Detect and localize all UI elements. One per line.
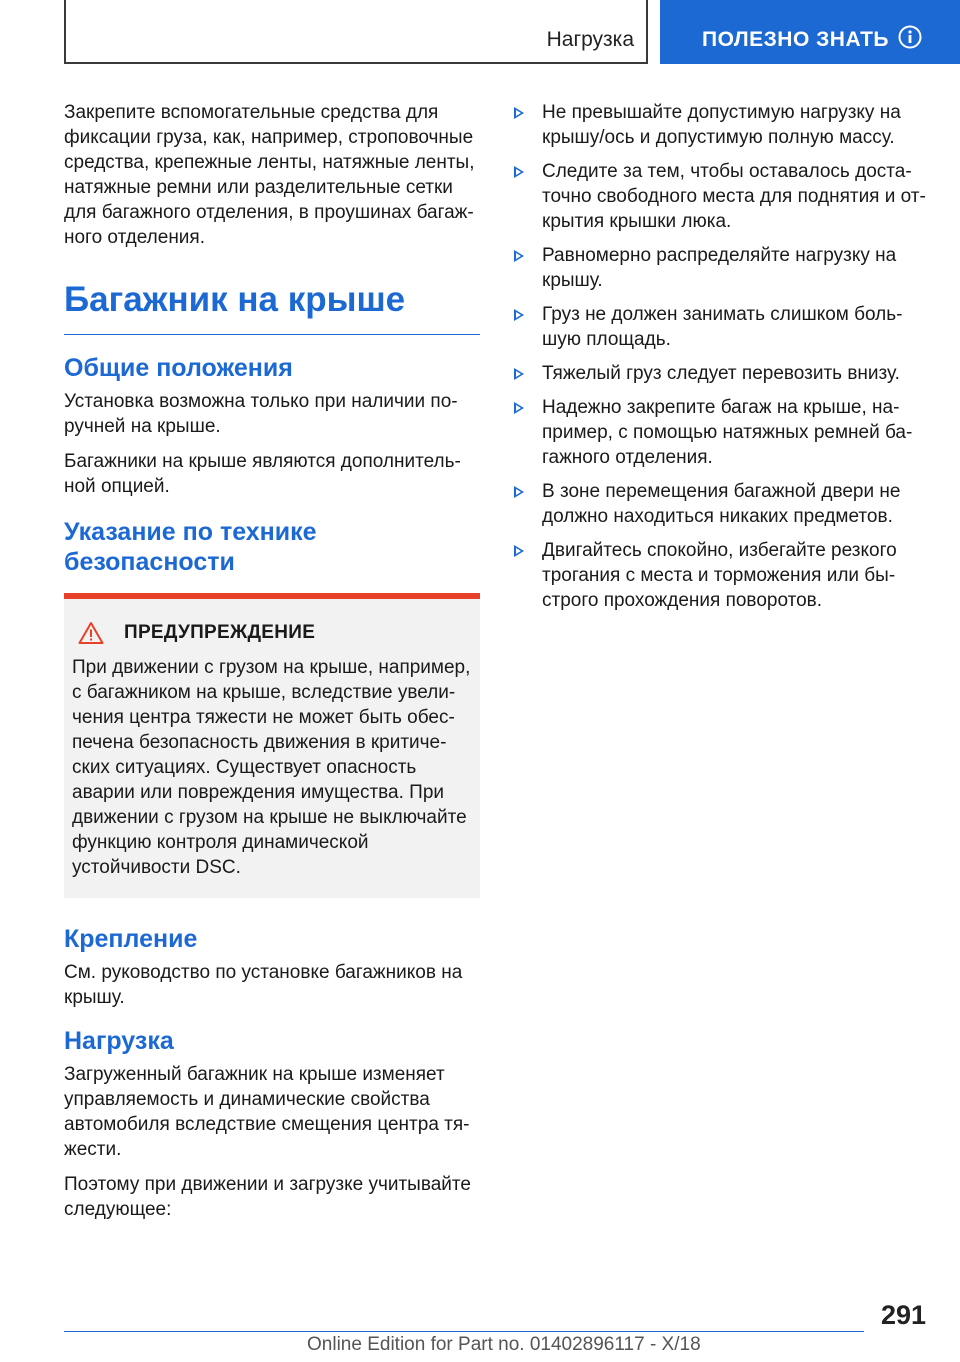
list-item [512,243,928,293]
heading-safety: Указание по технике безопасности [64,518,317,576]
page-number: 291 [880,1300,926,1330]
load-paragraph-2: Поэтому при движении и загрузке учитывайте следующее: [64,1174,471,1220]
warning-text: При движении с грузом на крыше, например, с багажником на крыше, вследствие увеличения центра тяжести не может быть обеспечена безопасность движения в критических ситуациях. Существует опасность аварии или повреждения имущества. При движении с грузом на крыше не выключайте функцию контроля динамической устойчивости DSC. [72,657,471,878]
header-section-label: Нагрузка [546,28,634,51]
list-item-text: Не превышайте допустимую нагрузку на крышу/ось и допустимую полную массу. [542,102,901,148]
left-column [64,100,480,1232]
list-item-text: Тяжелый груз следует перевозить внизу. [542,363,900,384]
general-paragraph-2: Багажники на крыше являются дополнительной опцией. [64,451,461,497]
footer-edition-text: Online Edition for Part no. 01402896117 - X/18 [307,1334,701,1355]
list-item-text: Надежно закрепите багаж на крыше, например, с помощью натяжных ремней багажного отделения. [542,397,913,468]
general-paragraph-1: Установка возможна только при наличии поручней на крыше. [64,391,458,437]
warning-box [64,593,480,898]
warning-triangle-icon [78,621,104,645]
triangle-bullet-icon [514,486,524,498]
list-item-text: В зоне перемещения багажной двери не должно находиться никаких предметов. [542,481,901,527]
heading-load: Нагрузка [64,1027,174,1055]
list-item-text: Равномерно распределяйте нагрузку на крышу. [542,245,897,291]
list-item [512,479,928,529]
useful-info-tab-label: ПОЛЕЗНО ЗНАТЬ [702,28,889,51]
list-item [512,100,928,150]
section-title-roof-rack: Багажник на крыше [64,280,480,335]
heading-general: Общие положения [64,354,293,382]
info-circle-icon[interactable] [898,25,922,49]
footer-divider [64,1331,864,1332]
load-tips-list [512,100,928,613]
triangle-bullet-icon [514,309,524,321]
triangle-bullet-icon [514,545,524,557]
right-column [512,100,928,622]
list-item [512,302,928,352]
triangle-bullet-icon [514,107,524,119]
load-paragraph-1: Загруженный багажник на крыше изменяет управляемость и динамические свойства автомобиля вследствие смещения центра тяжести. [64,1064,470,1160]
list-item [512,538,928,613]
triangle-bullet-icon [514,250,524,262]
list-item [512,361,928,386]
triangle-bullet-icon [514,402,524,414]
triangle-bullet-icon [514,368,524,380]
list-item [512,395,928,470]
list-item-text: Следите за тем, чтобы оставалось достаточно свободного места для поднятия и открытия крышки люка. [542,161,926,232]
useful-info-tab[interactable] [660,0,960,64]
mounting-paragraph: См. руководство по установке багажников на крышу. [64,962,463,1008]
warning-title: ПРЕДУПРЕЖДЕНИЕ [124,622,316,643]
intro-paragraph: Закрепите вспомогательные средства для фиксации груза, как, например, строповочные средства, крепежные ленты, натяжные ленты, натяжные ремни или разделительные сетки для багажного отделения, в проушинах багажного отделения. [64,102,475,248]
list-item [512,159,928,234]
list-item-text: Двигайтесь спокойно, избегайте резкого трогания с места и торможения или быстрого прохождения поворотов. [542,540,897,611]
triangle-bullet-icon [514,166,524,178]
warning-header [72,621,472,645]
list-item-text: Груз не должен занимать слишком большую площадь. [542,304,903,350]
heading-mounting: Крепление [64,925,198,953]
header-section-box [64,0,648,64]
